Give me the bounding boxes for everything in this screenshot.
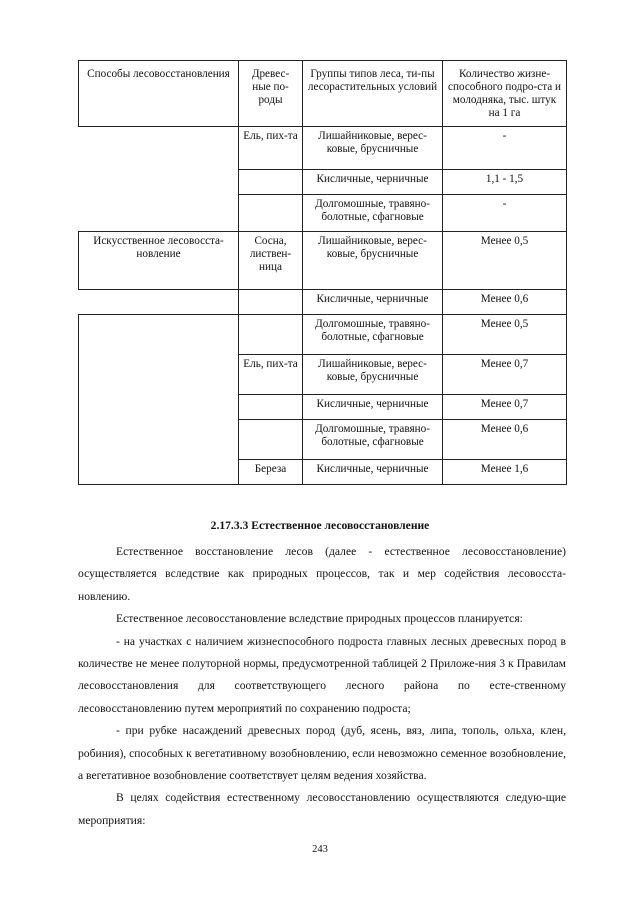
cell-value: Менее 0,6 xyxy=(443,420,567,460)
table-row xyxy=(79,127,567,170)
cell-species xyxy=(239,290,303,315)
cell-species xyxy=(239,170,303,195)
cell-method xyxy=(79,315,239,355)
cell-method xyxy=(79,395,239,420)
cell-group: Лишайниковые, верес-ковые, брусничные xyxy=(303,355,443,395)
page-number: 243 xyxy=(312,844,328,855)
cell-value: Менее 0,7 xyxy=(443,355,567,395)
header-method: Способы лесовосстановления xyxy=(79,61,239,127)
paragraph: - при рубке насаждений древесных пород (дуб, ясень, вяз, липа, тополь, ольха, клен, робиния), способных к вегетативному возобновлению, если невозможно семенное возобновление, а вегетативное возобновление соответствует целям ведения хозяйства. xyxy=(78,724,566,783)
cell-group: Кисличные, черничные xyxy=(303,460,443,485)
cell-value: Менее 1,6 xyxy=(443,460,567,485)
cell-group: Долгомошные, травяно-болотные, сфагновые xyxy=(303,195,443,232)
cell-species: Береза xyxy=(239,460,303,485)
cell-method xyxy=(79,195,239,232)
cell-value: Менее 0,5 xyxy=(443,232,567,290)
table-row xyxy=(79,195,567,232)
table-row xyxy=(79,395,567,420)
cell-value: - xyxy=(443,195,567,232)
paragraph: В целях содействия естественному лесовосстановлению осуществляются следую-щие мероприятия: xyxy=(78,791,566,827)
header-forest-groups: Группы типов леса, ти-пы лесорастительных условий xyxy=(303,61,443,127)
cell-value: Менее 0,6 xyxy=(443,290,567,315)
paragraph: Естественное восстановление лесов (далее - естественное лесовосстановление) осуществляется вследствие как природных процессов, так и мер содействия лесовосста-новлению. xyxy=(78,545,566,603)
cell-group: Кисличные, черничные xyxy=(303,290,443,315)
cell-value: 1,1 - 1,5 xyxy=(443,170,567,195)
cell-value: - xyxy=(443,127,567,170)
table-row xyxy=(79,460,567,485)
cell-method xyxy=(79,170,239,195)
header-quantity: Количество жизне-способного подро-ста и молодняка, тыс. штук на 1 га xyxy=(443,61,567,127)
cell-species xyxy=(239,420,303,460)
cell-method xyxy=(79,355,239,395)
section-heading: 2.17.3.3 Естественное лесовосстановление xyxy=(210,519,430,532)
cell-group: Лишайниковые, верес-ковые, брусничные xyxy=(303,232,443,290)
paragraph: Естественное лесовосстановление вследствие природных процессов планируется: xyxy=(116,612,523,626)
cell-value: Менее 0,7 xyxy=(443,395,567,420)
table-row xyxy=(79,290,567,315)
cell-group: Кисличные, черничные xyxy=(303,170,443,195)
paragraph: - на участках с наличием жизнеспособного подроста главных лесных древесных пород в количестве не менее полуторной нормы, предусмотренной таблицей 2 Приложе-ния 3 к Правилам лесовосстановления для соответствующего лесного района по есте-ственному лесовосстановлению путем мероприятий по сохранению подроста; xyxy=(78,634,566,715)
forest-restoration-table xyxy=(78,60,567,485)
cell-group: Долгомошные, травяно-болотные, сфагновые xyxy=(303,420,443,460)
cell-species xyxy=(239,195,303,232)
cell-method xyxy=(79,460,239,485)
cell-species: Ель, пих-та xyxy=(239,355,303,395)
cell-method xyxy=(79,420,239,460)
cell-method xyxy=(79,290,239,315)
table-row xyxy=(79,232,567,290)
cell-species: Ель, пих-та xyxy=(239,127,303,170)
table-header-row xyxy=(79,61,567,127)
cell-species: Сосна, листвен-ница xyxy=(239,232,303,290)
cell-group: Кисличные, черничные xyxy=(303,395,443,420)
cell-group: Долгомошные, травяно-болотные, сфагновые xyxy=(303,315,443,355)
table-row xyxy=(79,420,567,460)
cell-group: Лишайниковые, верес-ковые, брусничные xyxy=(303,127,443,170)
table-row xyxy=(79,315,567,355)
cell-species xyxy=(239,395,303,420)
cell-species xyxy=(239,315,303,355)
table-row xyxy=(79,170,567,195)
header-species: Древес-ные по-роды xyxy=(239,61,303,127)
cell-method: Искусственное лесовосста-новление xyxy=(79,232,239,290)
cell-method xyxy=(79,127,239,170)
table-row xyxy=(79,355,567,395)
cell-value: Менее 0,5 xyxy=(443,315,567,355)
body-text xyxy=(78,541,566,832)
